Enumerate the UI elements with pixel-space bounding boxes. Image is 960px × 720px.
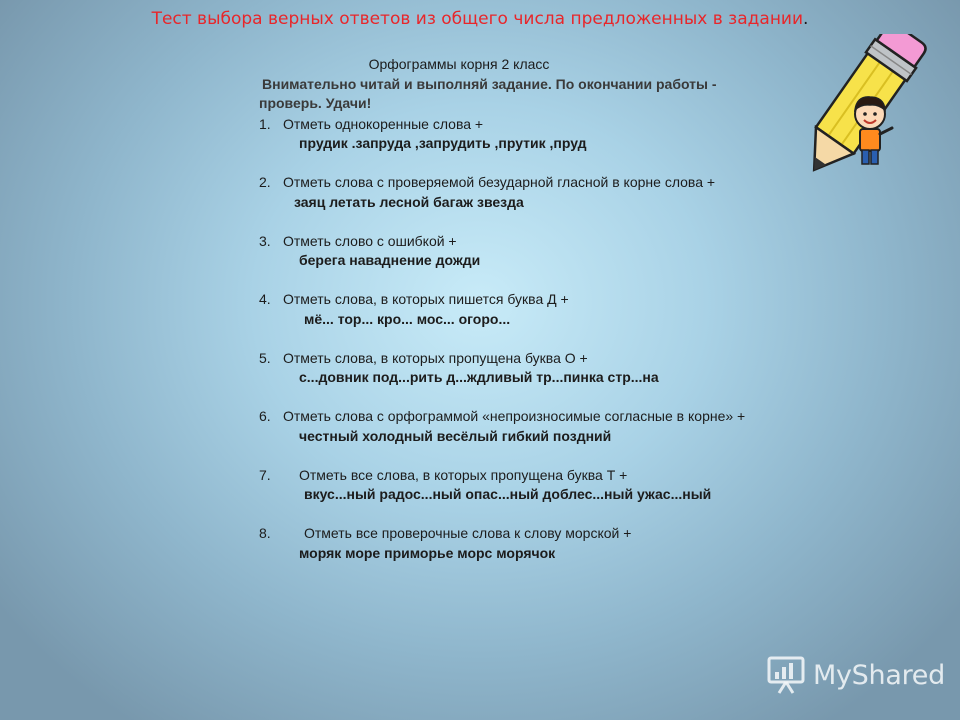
question-item — [259, 115, 759, 154]
question-words[interactable]: с...довник под...рить д...ждливый тр...пинка стр...на — [299, 369, 659, 385]
question-item — [259, 173, 759, 212]
question-number: 3. — [259, 232, 271, 249]
question-prompt: Отметь слова с орфограммой «непроизносимые согласные в корне» + — [283, 408, 746, 424]
test-content — [259, 55, 759, 583]
question-item — [259, 524, 759, 563]
question-number: 1. — [259, 115, 271, 132]
presentation-screen-icon — [767, 655, 807, 695]
question-item — [259, 466, 759, 505]
question-words[interactable]: прудик .запруда ,запрудить ,прутик ,пруд — [299, 135, 587, 151]
question-list — [259, 115, 759, 564]
question-number: 4. — [259, 291, 271, 307]
question-words[interactable]: заяц летать лесной багаж звезда — [294, 193, 524, 210]
test-instructions: Внимательно читай и выполняй задание. По окончании работы - проверь. Удачи! — [259, 75, 717, 111]
question-item — [259, 232, 759, 271]
question-words[interactable]: мё... тор... кро... мос... огоро... — [304, 310, 511, 327]
question-words[interactable]: вкус...ный радос...ный опас...ный доблес...ный ужас...ный — [304, 486, 712, 502]
question-number: 8. — [259, 525, 271, 541]
question-words[interactable]: честный холодный весёлый гибкий поздний — [299, 427, 612, 444]
question-prompt: Отметь однокоренные слова + — [283, 115, 484, 132]
question-prompt: Отметь слова, в которых пишется буква Д + — [283, 291, 569, 307]
question-item — [259, 290, 759, 329]
slide-title-text: Тест выбора верных ответов из общего числа предложенных в задании — [151, 9, 804, 29]
question-number: 5. — [259, 349, 271, 366]
question-number: 2. — [259, 174, 271, 190]
slide-title-period: . — [803, 9, 809, 29]
question-words[interactable]: моряк море приморье морс морячок — [299, 544, 556, 561]
cartoon-pencil-boy-icon — [782, 34, 934, 184]
watermark — [767, 652, 945, 698]
question-prompt: Отметь все проверочные слова к слову морской + — [304, 525, 632, 541]
question-number: 7. — [259, 466, 271, 483]
question-item — [259, 407, 759, 446]
question-number: 6. — [259, 408, 271, 424]
question-prompt: Отметь слова с проверяемой безударной гласной в корне слова + — [283, 174, 716, 190]
watermark-text: MyShared — [813, 659, 945, 691]
question-prompt: Отметь слова, в которых пропущена буква О + — [283, 349, 588, 366]
question-item — [259, 349, 759, 388]
question-words[interactable]: берега наваднение дожди — [299, 252, 481, 268]
test-subject: Орфограммы корня 2 класс — [368, 56, 550, 72]
question-prompt: Отметь слово с ошибкой + — [283, 232, 457, 249]
slide-title — [0, 9, 960, 29]
question-prompt: Отметь все слова, в которых пропущена буква Т + — [299, 466, 628, 483]
